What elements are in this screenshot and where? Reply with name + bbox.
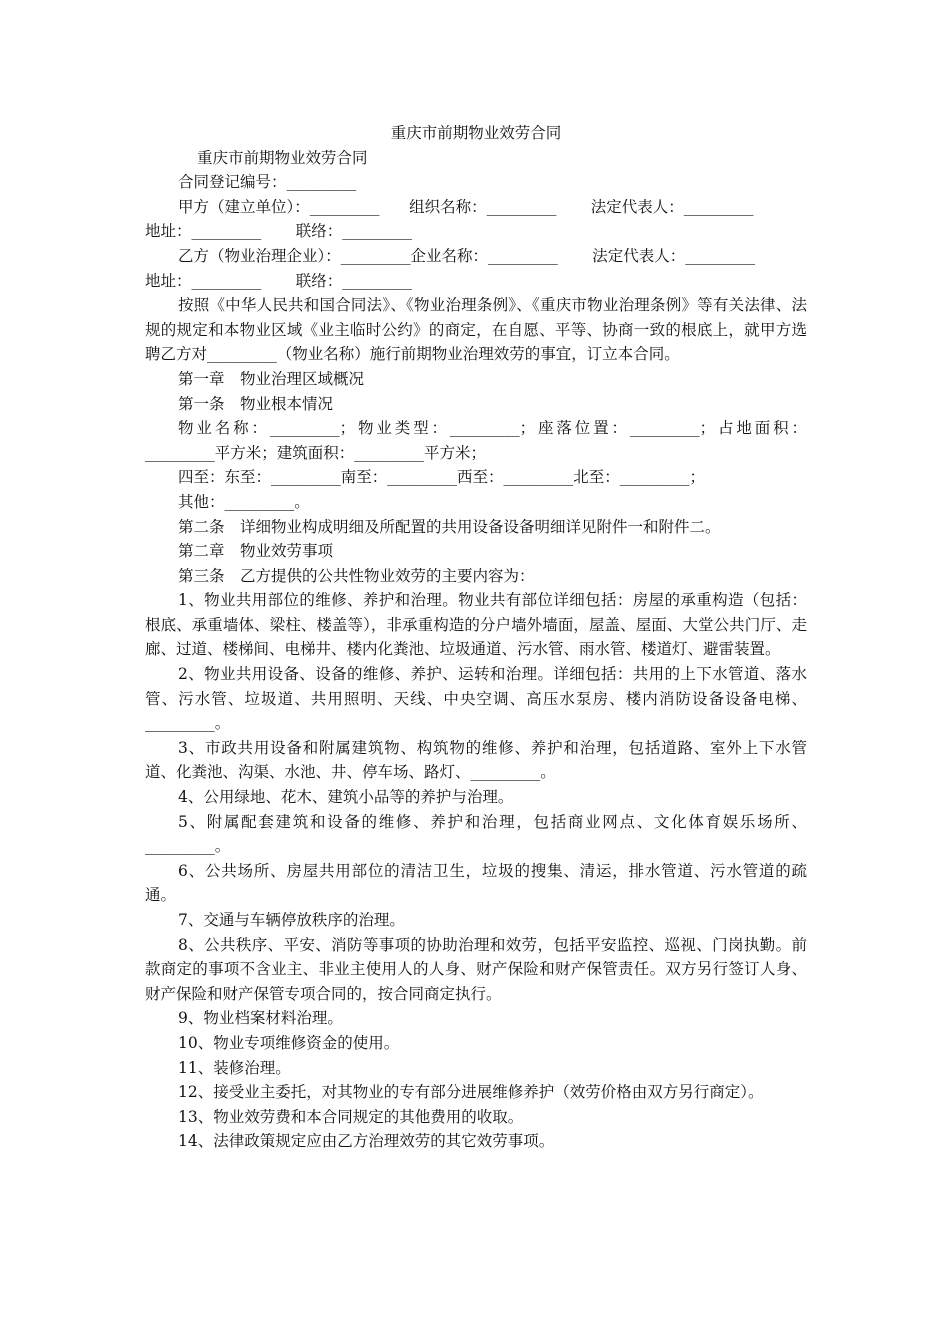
boundaries-line: 四至：东至：_________南至：_________西至：_________北至：_________；	[178, 468, 706, 487]
chapter-2-heading: 第二章 物业效劳事项	[178, 542, 334, 561]
service-item: 5、附属配套建筑和设备的维修、养护和治理，包括商业网点、文化体育娱乐场所、_________。	[145, 812, 807, 856]
service-item: 11、装修治理。	[178, 1058, 291, 1077]
service-item: 7、交通与车辆停放秩序的治理。	[178, 911, 405, 929]
service-item: 2、物业共用设备、设备的维修、养护、运转和治理。详细包括：共用的上下水管道、落水管、污水管、垃圾道、共用照明、天线、中央空调、高压水泵房、楼内消防设备设备电梯、_________。	[145, 665, 807, 733]
party-b-address: 地址：_________ 联络：_________	[145, 271, 412, 290]
service-item: 8、公共秩序、平安、消防等事项的协助治理和效劳，包括平安监控、巡视、门岗执勤。前款商定的事项不含业主、非业主使用人的人身、财产保险和财产保管责任。双方另行签订人身、财产保险和财产保管专项合同的，按合同商定执行。	[145, 935, 807, 1003]
service-item: 10、物业专项维修资金的使用。	[178, 1033, 400, 1052]
document-title: 重庆市前期物业效劳合同	[390, 124, 562, 142]
service-item: 12、接受业主委托，对其物业的专有部分进展维修养护（效劳价格由双方另行商定）。	[178, 1083, 764, 1102]
service-item: 14、法律政策规定应由乙方治理效劳的其它效劳事项。	[178, 1132, 555, 1151]
service-item: 4、公用绿地、花木、建筑小品等的养护与治理。	[178, 788, 514, 807]
service-item: 3、市政共用设备和附属建筑物、构筑物的维修、养护和治理，包括道路、室外上下水管道、化粪池、沟渠、水池、井、停车场、路灯、_________。	[145, 738, 807, 782]
article-3-heading: 第三条 乙方提供的公共性物业效劳的主要内容为：	[178, 566, 535, 585]
document-subtitle: 重庆市前期物业效劳合同	[197, 148, 368, 167]
service-item: 9、物业档案材料治理。	[178, 1009, 343, 1028]
party-b-line: 乙方（物业治理企业）：_________企业名称：_________ 法定代表人：_________	[178, 246, 755, 265]
chapter-1-heading: 第一章 物业治理区域概况	[178, 369, 365, 388]
preamble-paragraph: 按照《中华人民共和国合同法》、《物业治理条例》、《重庆市物业治理条例》等有关法律、法规的规定和本物业区域《业主临时公约》的商定，在自愿、平等、协商一致的根底上，就甲方选聘乙方对_________（物业名称）施行前期物业治理效劳的事宜，订立本合同。	[145, 296, 807, 364]
service-item: 13、物业效劳费和本合同规定的其他费用的收取。	[178, 1107, 524, 1126]
party-a-address: 地址：_________ 联络：_________	[145, 222, 412, 241]
contract-registration-number: 合同登记编号：_________	[178, 173, 357, 192]
article-2-paragraph: 第二条 详细物业构成明细及所配置的共用设备设备明细详见附件一和附件二。	[178, 517, 721, 536]
article-1-heading: 第一条 物业根本情况	[178, 394, 334, 413]
party-a-line: 甲方（建立单位）：_________ 组织名称：_________ 法定代表人：_________	[178, 197, 754, 216]
property-info-paragraph: 物业名称：_________；物业类型：_________；座落位置：_________；占地面积：_________平方米；建筑面积：_________平方米；	[145, 419, 807, 462]
service-item: 6、公共场所、房屋共用部位的清洁卫生，垃圾的搜集、清运，排水管道、污水管道的疏通。	[145, 861, 807, 905]
other-line: 其他：_________。	[178, 492, 310, 511]
service-item: 1、物业共用部位的维修、养护和治理。物业共有部位详细包括：房屋的承重构造（包括：根底、承重墙体、梁柱、楼盖等），非承重构造的分户墙外墙面，屋盖、屋面、大堂公共门厅、走廊、过道、楼梯间、电梯井、楼内化粪池、垃圾通道、污水管、雨水管、楼道灯、避雷装置。	[145, 591, 807, 659]
